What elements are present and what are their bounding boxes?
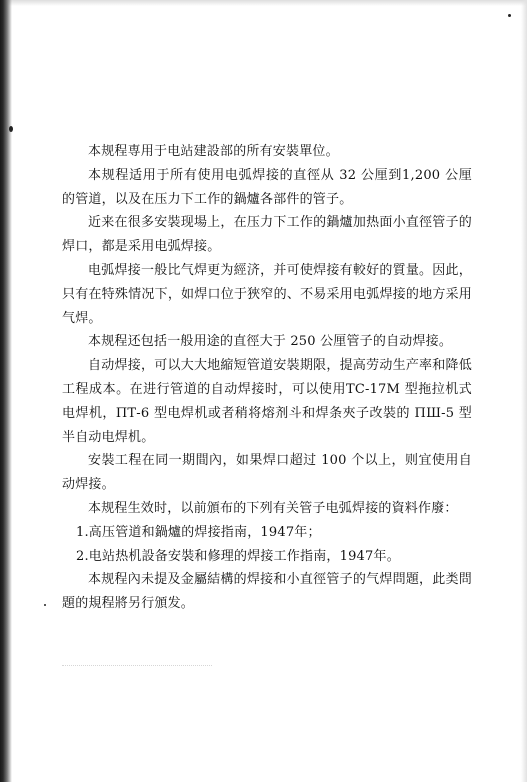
page-right-shadow: [521, 0, 527, 782]
paragraph: 安裝工程在同一期間內，如果焊口超过 100 个以上，则宜使用自动焊接。: [62, 453, 472, 493]
paragraph: 本规程适用于所有使用电弧焊接的直徑从 32 公厘到1,200 公厘的管道，以及在压力下工作的鍋爐各部件的管子。: [62, 167, 472, 207]
scan-speck: [508, 14, 511, 17]
document-body: [62, 140, 472, 616]
list-item: 2.电站热机設备安裝和修理的焊接工作指南，1947年。: [76, 548, 400, 564]
paragraph: 近来在很多安裝现場上，在压力下工作的鍋爐加热面小直徑管子的焊口，都是采用电弧焊接。: [62, 215, 472, 255]
scan-artifact-dots: [62, 665, 212, 669]
paragraph: 本规程还包括一般用途的直徑大于 250 公厘管子的自动焊接。: [88, 334, 453, 350]
paragraph: 自动焊接，可以大大地縮短管道安裝期限，提高劳动生产率和降低工程成本。在进行管道的自动焊接时，可以使用TC-17M 型拖拉机式电焊机，ПТ-6 型电焊机或者稍将熔剂斗和焊条夾子改裝的 ПШ-5 型半自动电焊机。: [62, 358, 472, 445]
paragraph: 本规程內未提及金屬結構的焊接和小直徑管子的气焊問題，此类問題的規程將另行頒发。: [62, 572, 472, 612]
page-top-shadow: [0, 0, 527, 6]
paragraph: 本规程生效时，以前頒布的下列有关管子电弧焊接的資料作廢：: [88, 500, 458, 516]
paragraph: 电弧焊接一般比气焊更为經济，并可使焊接有較好的質量。因此，只有在特殊情况下，如焊口位于狹窄的、不易采用电弧焊接的地方采用气焊。: [62, 262, 472, 326]
paragraph: 本规程専用于电站建設部的所有安裝單位。: [88, 144, 339, 159]
scan-speck: [9, 126, 13, 132]
scan-speck: [44, 604, 46, 606]
list-item: 1.高压管道和鍋爐的焊接指南，1947年；: [76, 524, 321, 540]
page-binding-shadow: [0, 0, 12, 782]
